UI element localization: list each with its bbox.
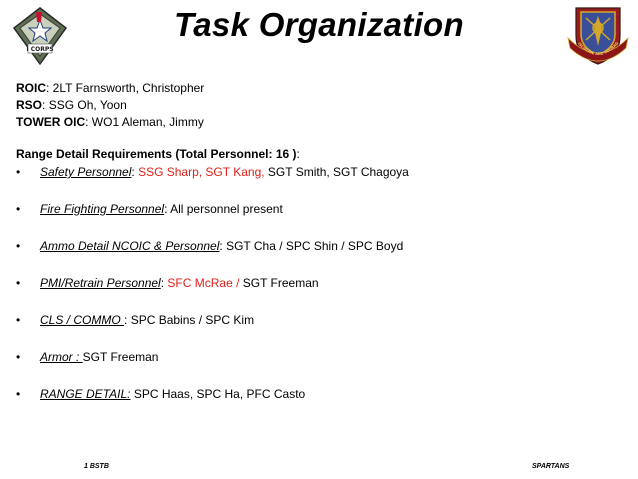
slide-title: Task Organization [174, 6, 464, 43]
requirement-role: PMI/Retrain Personnel [40, 276, 161, 290]
staff-value: 2LT Farnsworth, Christopher [52, 81, 205, 95]
staff-sep: : [42, 98, 49, 112]
bullet-glyph: • [16, 313, 21, 327]
requirement-role: CLS / COMMO [40, 313, 125, 327]
staff-roic [16, 80, 626, 97]
requirement-sep: : [164, 202, 171, 216]
requirements-list [16, 164, 626, 402]
requirement-red-names: SSG Sharp, SGT Kang, [138, 165, 265, 179]
slide-body [16, 80, 626, 402]
staff-sep: : [85, 115, 92, 129]
requirement-role: Safety Personnel [40, 165, 132, 179]
requirement-names: All personnel present [170, 202, 283, 216]
requirement-red-names: SFC McRae / [167, 276, 243, 290]
battalion-crest-icon [566, 4, 630, 66]
staff-label: TOWER OIC [16, 115, 86, 129]
staff-value: WO1 Aleman, Jimmy [91, 115, 204, 129]
left-logo-text: I CORPS [26, 46, 54, 53]
bullet-glyph: • [16, 350, 21, 364]
right-logo-text: ISCIPLINE AND COURAG [577, 41, 620, 57]
requirement-ammo-detail [16, 238, 626, 254]
bullet-glyph: • [16, 387, 21, 401]
bullet-glyph: • [16, 165, 21, 179]
requirement-role: RANGE DETAIL: [40, 387, 131, 401]
staff-rso [16, 97, 626, 114]
requirement-pmi-retrain [16, 275, 626, 291]
requirement-safety [16, 164, 626, 180]
requirement-names: SGT Freeman [82, 350, 159, 364]
footer-motto: SPARTANS [532, 463, 570, 470]
staff-sep: : [46, 81, 53, 95]
requirement-fire-fighting [16, 201, 626, 217]
requirements-heading-text: Range Detail Requirements (Total Personnel: 16 ) [16, 147, 297, 161]
requirement-sep: : [219, 239, 227, 253]
footer-unit: 1 BSTB [84, 463, 109, 470]
requirement-role: Ammo Detail NCOIC & Personnel [40, 239, 220, 253]
staff-label: RSO [16, 98, 43, 112]
requirement-names: SGT Cha / SPC Shin / SPC Boyd [226, 239, 404, 253]
requirement-armor [16, 349, 626, 365]
requirements-heading-colon: : [296, 147, 300, 161]
bullet-glyph: • [16, 239, 21, 253]
requirement-names: SPC Haas, SPC Ha, PFC Casto [133, 387, 306, 401]
bullet-glyph: • [16, 276, 21, 290]
requirement-names: SPC Babins / SPC Kim [130, 313, 255, 327]
staff-label: ROIC [16, 81, 46, 95]
staff-tower-oic [16, 114, 626, 131]
requirement-sep: : [160, 276, 168, 290]
staff-value: SSG Oh, Yoon [48, 98, 127, 112]
requirement-names: SGT Smith, SGT Chagoya [264, 165, 409, 179]
requirement-sep: : [124, 313, 131, 327]
requirement-role: Fire Fighting Personnel [40, 202, 165, 216]
bullet-glyph: • [16, 202, 21, 216]
requirement-cls-commo [16, 312, 626, 328]
requirement-range-detail [16, 386, 626, 402]
requirements-heading [16, 146, 626, 163]
requirement-role: Armor : [40, 350, 83, 364]
requirement-sep: : [131, 165, 139, 179]
requirement-names: SGT Freeman [242, 276, 319, 290]
